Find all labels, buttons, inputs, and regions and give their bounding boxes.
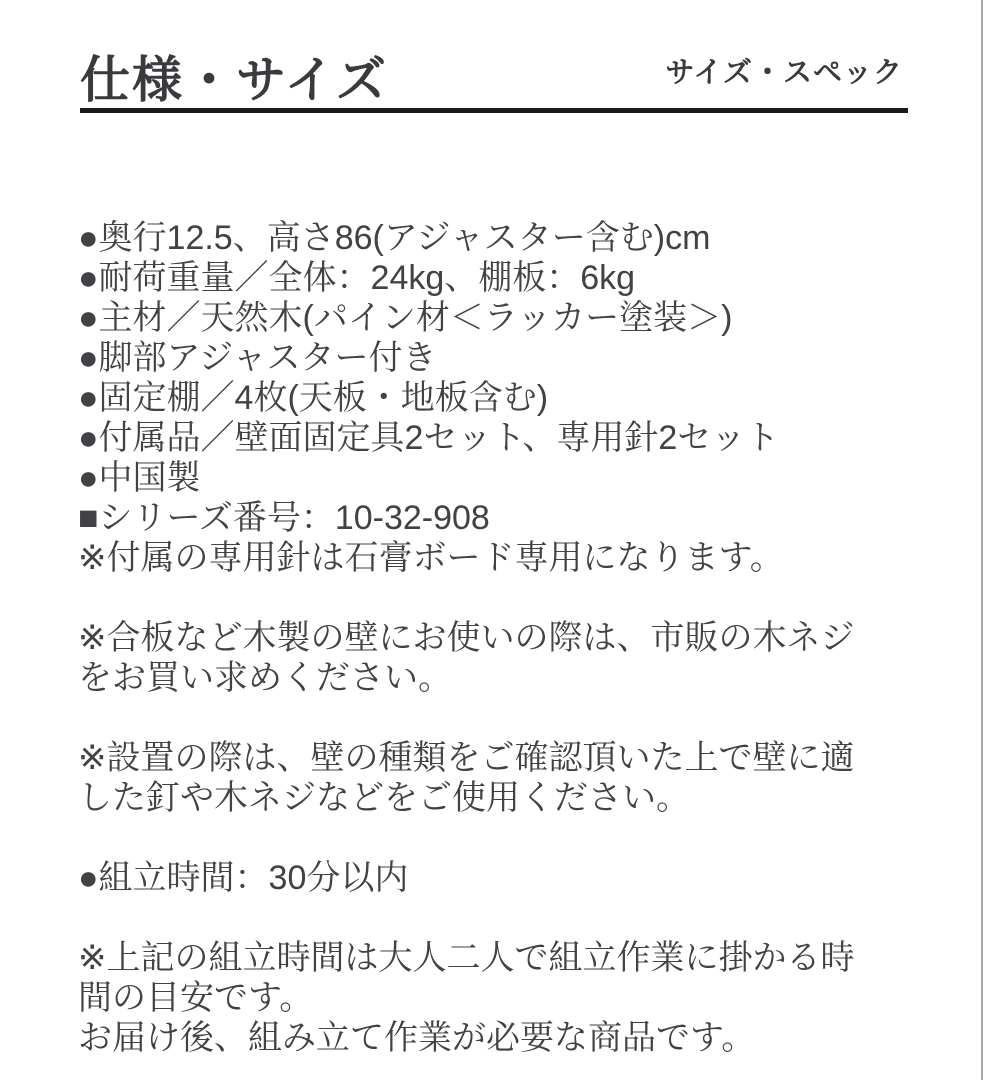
spec-line-country: ●中国製 [78, 459, 201, 497]
spec-line-pin-note: ※付属の専用針は石膏ボード専用になります。 [78, 539, 784, 577]
page-subtitle: サイズ・スペック [665, 57, 903, 89]
page-title: 仕様・サイズ [80, 52, 388, 108]
spec-line-adjuster: ●脚部アジャスター付き [78, 339, 437, 377]
header-divider [80, 108, 908, 113]
note-assembly-time: ※上記の組立時間は大人二人で組立作業に掛かる時間の目安です。 [78, 939, 855, 1017]
spec-line-series-number: ■シリーズ番号：10-32-908 [78, 499, 490, 537]
note-plywood: ※合板など木製の壁にお使いの際は、市販の木ネジをお買い求めください。 [78, 619, 855, 697]
spec-line-load-capacity: ●耐荷重量／全体：24kg、棚板：6kg [78, 259, 636, 297]
assembly-notes [78, 938, 884, 1058]
note-installation: ※設置の際は、壁の種類をご確認頂いた上で壁に適した釘や木ネジなどをご使用ください。 [78, 739, 855, 817]
spec-list [78, 218, 884, 578]
spec-line-depth-height: ●奥行12.5、高さ86(アジャスター含む)cm [78, 219, 711, 257]
assembly-time: ●組立時間：30分以内 [78, 859, 409, 897]
note-delivery: お届け後、組み立て作業が必要な商品です。 [78, 1019, 756, 1057]
spec-line-accessories: ●付属品／壁面固定具2セット、専用針2セット [78, 419, 780, 457]
spec-line-fixed-shelves: ●固定棚／4枚(天板・地板含む) [78, 379, 549, 417]
spec-content [78, 218, 884, 1058]
spec-line-material: ●主材／天然木(パイン材＜ラッカー塗装＞) [78, 299, 733, 337]
